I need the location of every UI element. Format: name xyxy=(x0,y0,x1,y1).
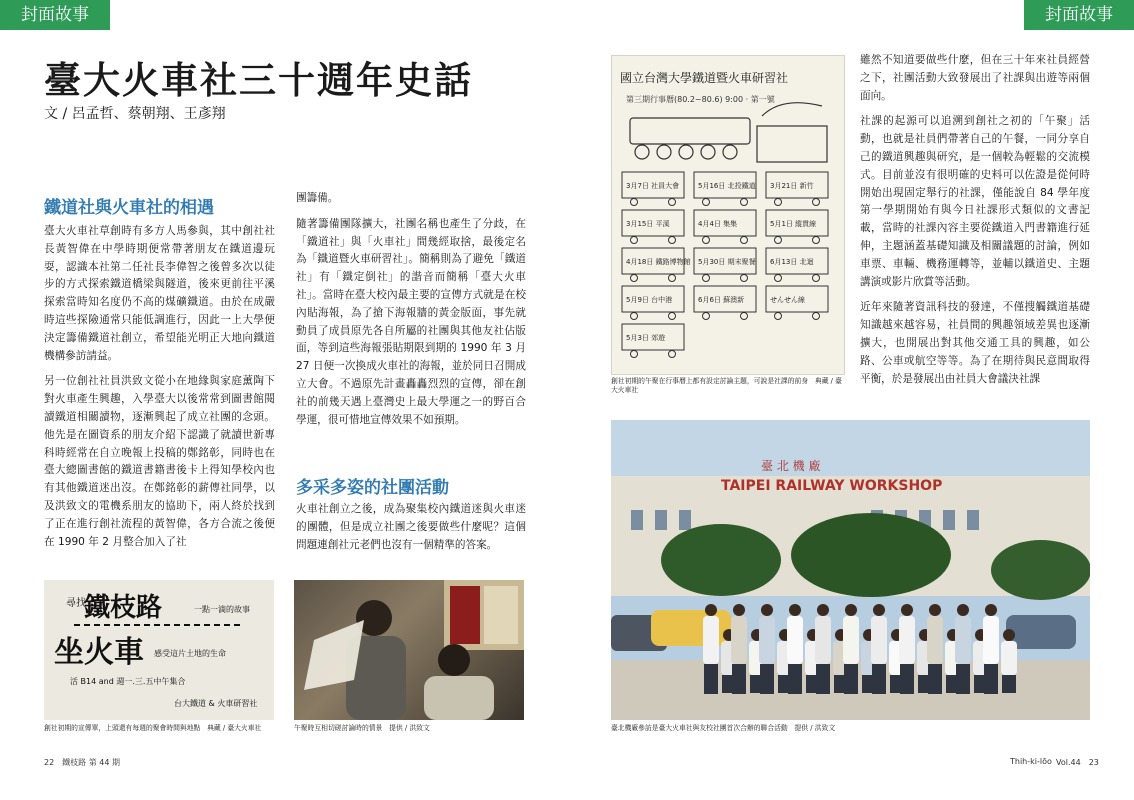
poster-car-wheel xyxy=(703,275,710,282)
poster-car-wheel xyxy=(775,275,782,282)
flyer-line-3: 一點一滴的故事 xyxy=(194,605,250,614)
group-person-body xyxy=(759,616,775,664)
group-person-body xyxy=(787,616,803,664)
group-person-legs xyxy=(732,664,746,694)
group-person-head xyxy=(957,604,969,616)
group-person-head xyxy=(901,604,913,616)
poster-car-wheel xyxy=(669,275,676,282)
article-title: 臺大火車社三十週年史話 xyxy=(44,59,473,102)
poster-car-wheel xyxy=(813,199,820,206)
caption-group: 臺北機廠參訪是臺大火車社與友校社團首次合辦的聯合活動 提供 / 洪致文 xyxy=(611,724,836,732)
paragraph: 雖然不知道要做些什麼，但在三十年來社員經營之下，社團活動大致發展出了社課與出遊等兩個面向。 xyxy=(860,54,1090,102)
poster-car-label: 4月18日 鐵路博物館 xyxy=(626,258,691,266)
group-person-legs xyxy=(956,664,970,694)
poster-car-wheel xyxy=(775,199,782,206)
poster-car-wheel xyxy=(631,313,638,320)
flyer-image xyxy=(44,580,274,720)
folio-left: 22 鐵枝路 第 44 期 xyxy=(44,758,120,767)
paragraph: 社課的起源可以追溯到創社之初的「午聚」活動，也就是社員們帶著自己的午餐，一同分享自己的鐵道興趣與研究，是一個較為輕鬆的交流模式。目前並沒有很明確的史料可以佐證是從何時開始出現固定舉行的社課，僅能說自 84 學年度第一學期開始有與今日社課形式類似的文書記載，當時的社課內容主要從鐵道入門書籍進行延伸，主題涵蓋基礎知識及相關議題的討論，例如車票、車輛、機務運轉等，並輔以鐵道史、主題講演或影片欣賞等活動。 xyxy=(860,115,1090,288)
poster-car-wheel xyxy=(813,313,820,320)
flyer-line-7: 台大鐵道 & 火車研習社 xyxy=(174,699,258,708)
section-tag-left: 封面故事 xyxy=(0,0,110,30)
poster-car-wheel xyxy=(741,313,748,320)
folio-right-vol: Vol.44 23 xyxy=(1056,758,1099,767)
poster-car-label: せんせん線 xyxy=(770,296,805,304)
poster-car-wheel xyxy=(631,199,638,206)
poster-car-wheel xyxy=(703,199,710,206)
group-person-legs xyxy=(760,664,774,694)
schedule-poster-image xyxy=(611,55,845,375)
poster-car-label: 5月16日 北投鐵道 xyxy=(698,182,756,190)
poster-car-label: 3月15日 平溪 xyxy=(626,220,670,228)
group-person-body xyxy=(815,616,831,664)
poster-car-wheel xyxy=(669,313,676,320)
group-person-legs xyxy=(872,664,886,694)
caption-flyer: 創社初期的宣傳單，上頭還有每週的聚會時間與地點 典藏 / 臺大火車社 xyxy=(44,724,262,732)
section-heading-1: 鐵道社與火車社的相遇 xyxy=(44,198,214,218)
flyer-line-5: 感受這片土地的生命 xyxy=(154,649,226,658)
group-person-head xyxy=(705,604,717,616)
group-photo xyxy=(611,420,1090,720)
flyer-line-6: 活 B14 and 週一.三.五中午集合 xyxy=(70,677,186,686)
group-person-body xyxy=(843,616,859,664)
group-person-legs xyxy=(928,664,942,694)
poster-title: 國立台灣大學鐵道暨火車研習社 xyxy=(620,71,789,85)
poster-car-wheel xyxy=(703,237,710,244)
poster-car-label: 4月4日 集集 xyxy=(698,220,738,228)
paragraph: 另一位創社社員洪致文從小在地緣與家庭薰陶下對火車產生興趣，入學臺大以後常常到圖書館閱讀鐵道相關讀物，逐漸興起了成立社團的念頭。他先是在圖資系的朋友介紹下認識了就讀世新專科時經常在自立晚報上投稿的鄭銘彰，同時也在臺大總圖書館的鐵道書籍書後卡上得知學校內也有其他鐵道迷出沒。在鄭銘彰的薪傳社同學，以及洪致文的電機系朋友的協助下，兩人終於找到了正在進行創社流程的黃智偉，各方合流之後便在 1990 年 2 月整合加入了社 xyxy=(44,375,275,548)
poster-car-wheel xyxy=(741,199,748,206)
folio-right-brand: Thih-ki-lōo xyxy=(1010,757,1052,766)
group-person-legs xyxy=(704,664,718,694)
group-person-head xyxy=(873,604,885,616)
group-person-head xyxy=(733,604,745,616)
poster-car-wheel xyxy=(669,237,676,244)
column-2 xyxy=(296,190,526,460)
group-person-body xyxy=(983,616,999,664)
poster-car-label: 6月13日 北迴 xyxy=(770,258,814,266)
group-person-head xyxy=(845,604,857,616)
poster-car-label: 3月7日 社員大會 xyxy=(626,182,680,190)
paragraph: 臺大火車社草創時有多方人馬參與，其中創社社長黃智偉在中學時期便常帶著朋友在鐵道邊玩耍，認識本社第二任社長李偉智之後曾多次以徒步的方式探索鐵道橋梁與隧道，後來更前往平溪探索當時知名度仍不高的煤礦鐵道。由於在成嚴時這些探險通常只能低調進行，因此一上大學便決定籌備鐵道社創立，希望能光明正大地向鐵道機構參訪請益。 xyxy=(44,225,275,362)
group-person-body xyxy=(703,616,719,664)
group-person-head xyxy=(789,604,801,616)
poster-car-label: 5月30日 期末聚餐 xyxy=(698,258,756,266)
poster-car-label: 3月21日 新竹 xyxy=(770,182,814,190)
group-person-head xyxy=(761,604,773,616)
paragraph: 隨著籌備團隊擴大，社團名稱也產生了分歧，在「鐵道社」與「火車社」間幾經取捨，最後定名為「鐵道暨火車研習社」。簡稱則為了避免「鐵道社」有「鐵定倒社」的諧音而簡稱「臺大火車社」。當時在臺大校內最主要的宣傳方式就是在校內貼海報，為了搶下海報牆的黃金版面，事先就動員了成員原先各自所屬的社團與其他友社佔版面，等到這些海報張貼期限到期的 1990 年 3 月 27 日便一次換成火車社的海報，並於同日召開成立大會。不過原先計畫轟轟烈烈的宣傳，卻在創社的前幾天遇上臺灣史上最大學運之一的野百合學運，很可惜地宣傳效果不如預期。 xyxy=(296,217,526,426)
group-person-head xyxy=(1003,629,1015,641)
poster-car-label: 6月6日 蘇澳新 xyxy=(698,296,745,304)
column-3 xyxy=(860,52,1090,402)
poster-car-label: 5月3日 郊遊 xyxy=(626,334,666,342)
poster-car-wheel xyxy=(631,351,638,358)
poster-car-wheel xyxy=(631,275,638,282)
flyer-line-1: 尋找 xyxy=(66,598,86,609)
paragraph: 團籌備。 xyxy=(296,192,339,204)
group-person-legs xyxy=(788,664,802,694)
section-tag-right: 封面故事 xyxy=(1024,0,1134,30)
paragraph: 近年來隨著資訊科技的發達，不僅搜觸鐵道基礎知識越來越容易，社員間的興趣領域差異也逐漸擴大，也開展出對其他交通工具的興趣，如公路、公車或航空等等。為了在期待與民意間取得平衡，於是發展出由社員大會議決社課 xyxy=(860,301,1090,385)
poster-car-wheel xyxy=(741,275,748,282)
paragraph: 火車社創立之後，成為聚集校內鐵道迷與火車迷的團體，但是成立社團之後要做些什麼呢？這個問題連創社元老們也沒有一個精準的答案。 xyxy=(296,503,526,551)
section-heading-2: 多采多姿的社團活動 xyxy=(296,478,449,498)
poster-car-label: 5月1日 縱貫線 xyxy=(770,220,817,228)
poster-car-wheel xyxy=(775,313,782,320)
group-person-body xyxy=(871,616,887,664)
poster-car-label: 5月9日 台中港 xyxy=(626,296,673,304)
workshop-sign-english: TAIPEI RAILWAY WORKSHOP xyxy=(721,478,943,494)
group-person-legs xyxy=(816,664,830,694)
group-person-legs xyxy=(1002,675,1016,693)
poster-car-wheel xyxy=(775,237,782,244)
poster-car-wheel xyxy=(703,313,710,320)
meeting-photo xyxy=(294,580,524,720)
poster-car-wheel xyxy=(669,199,676,206)
column-1 xyxy=(44,223,275,580)
group-person-legs xyxy=(900,664,914,694)
group-person-head xyxy=(817,604,829,616)
group-person-body xyxy=(955,616,971,664)
group-person-head xyxy=(929,604,941,616)
group-person-body xyxy=(731,616,747,664)
poster-car-wheel xyxy=(813,237,820,244)
group-person-legs xyxy=(984,664,998,694)
caption-meeting: 午聚時互相切磋討論時的情景 提供 / 洪致文 xyxy=(294,724,430,732)
group-person-body xyxy=(927,616,943,664)
group-person-body xyxy=(899,616,915,664)
group-person-head xyxy=(985,604,997,616)
group-person-body xyxy=(1001,641,1017,675)
flyer-line-2: 鐵枝路 xyxy=(84,593,163,623)
poster-subtitle: 第三期行事曆(80.2~80.6) 9:00 · 第一號 xyxy=(626,95,775,104)
flyer-line-4: 坐火車 xyxy=(54,635,144,670)
article-authors: 文 / 呂孟哲、蔡朝翔、王彥翔 xyxy=(44,106,226,122)
column-2-continued xyxy=(296,501,526,561)
poster-car-wheel xyxy=(741,237,748,244)
poster-car-wheel xyxy=(631,237,638,244)
workshop-sign-chinese: 臺 北 機 廠 xyxy=(761,459,821,473)
group-person-legs xyxy=(844,664,858,694)
poster-car-wheel xyxy=(669,351,676,358)
poster-car-wheel xyxy=(813,275,820,282)
caption-poster: 創社初期的午聚在行事曆上都有設定討論主題，可說是社課的前身 典藏 / 臺大火車社 xyxy=(611,377,842,394)
